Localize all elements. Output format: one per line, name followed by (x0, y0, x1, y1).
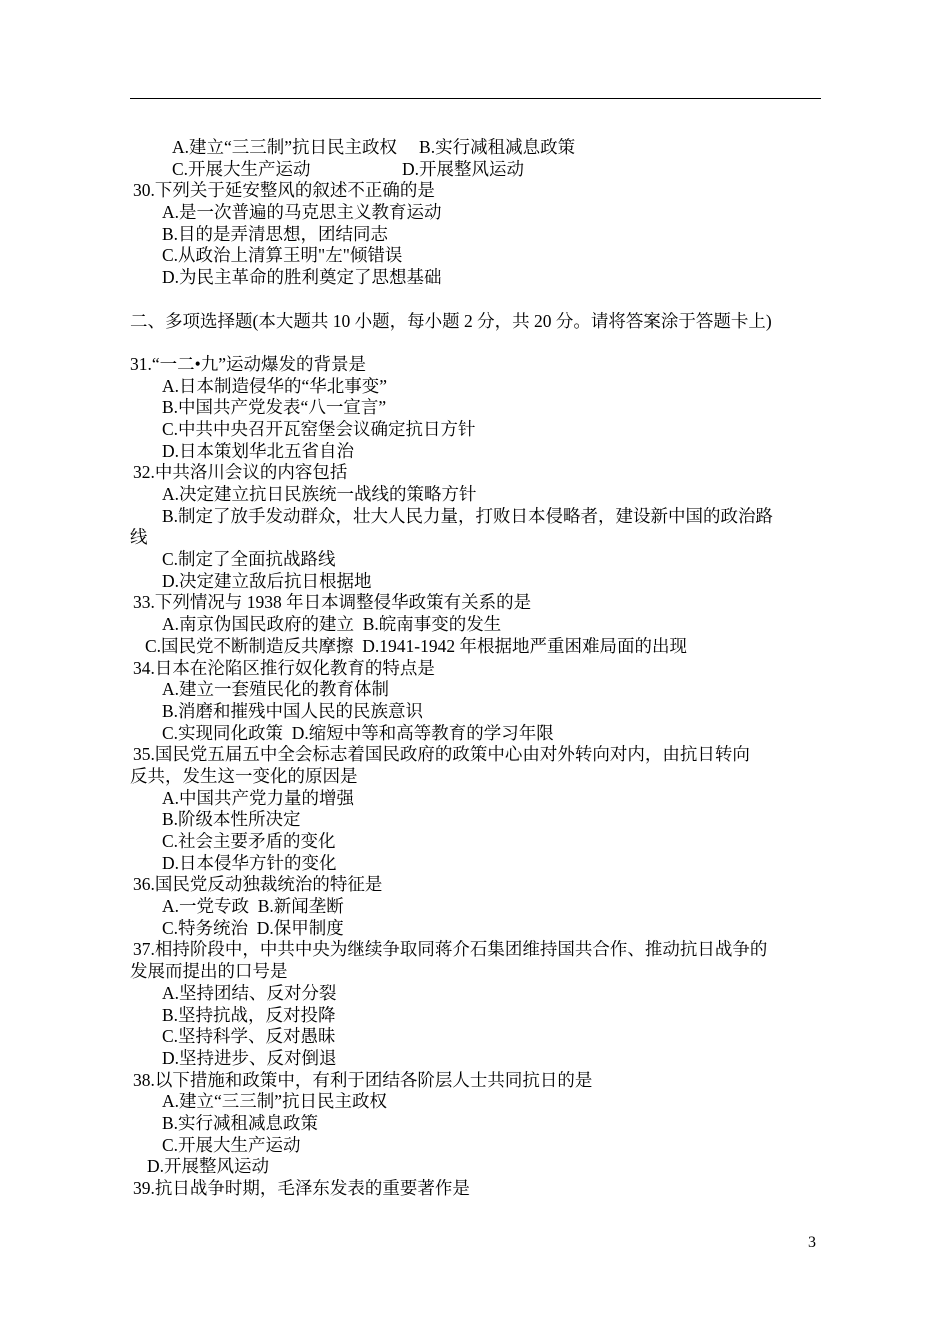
q30-option-b: B.目的是弄清思想，团结同志 (162, 223, 389, 244)
q38-option-c: C.开展大生产运动 (162, 1134, 301, 1155)
q30-option-d: D.为民主革命的胜利奠定了思想基础 (162, 267, 442, 288)
q30-option-c: C.从政治上清算王明"左"倾错误 (162, 245, 403, 266)
q35-option-d: D.日本侵华方针的变化 (162, 852, 337, 873)
q32-option-b-continued: 线 (130, 527, 148, 548)
q32-option-c: C.制定了全面抗战路线 (162, 549, 336, 570)
q36-stem: 36.国民党反动独裁统治的特征是 (133, 874, 383, 895)
q37-stem-continued: 发展而提出的口号是 (130, 961, 288, 982)
q35-stem-continued: 反共，发生这一变化的原因是 (130, 765, 358, 786)
q37-option-a: A.坚持团结、反对分裂 (162, 982, 337, 1003)
q31-option-d: D.日本策划华北五省自治 (162, 440, 355, 461)
q35-option-c: C.社会主要矛盾的变化 (162, 831, 336, 851)
q32-option-b: B.制定了放手发动群众，壮大人民力量，打败日本侵略者，建设新中国的政治路 (162, 505, 774, 526)
q29-option-b: B.实行减租减息政策 (419, 137, 576, 157)
q36-options-cd: C.特务统治 D.保甲制度 (162, 917, 344, 938)
q35-option-b: B.阶级本性所决定 (162, 809, 301, 830)
q33-options-cd: C.国民党不断制造反共摩擦 D.1941-1942 年根据地严重困难局面的出现 (145, 635, 688, 656)
q33-stem: 33.下列情况与 1938 年日本调整侵华政策有关系的是 (133, 592, 532, 613)
q36-options-ab: A.一党专政 B.新闻垄断 (162, 896, 344, 917)
page-number: 3 (808, 1234, 816, 1251)
q37-option-c: C.坚持科学、反对愚昧 (162, 1026, 336, 1047)
q34-option-b: B.消磨和摧残中国人民的民族意识 (162, 700, 424, 721)
q35-stem: 35.国民党五届五中全会标志着国民政府的政策中心由对外转向对内，由抗日转向 (133, 744, 750, 765)
q29-option-d: D.开展整风运动 (402, 158, 525, 179)
q35-option-a: A.中国共产党力量的增强 (162, 787, 355, 808)
q31-option-c: C.中共中央召开瓦窑堡会议确定抗日方针 (162, 418, 476, 439)
q32-option-d: D.决定建立敌后抗日根据地 (162, 570, 372, 591)
q31-option-a: A.日本制造侵华的“华北事变” (162, 375, 388, 396)
q29-option-a: A.建立“三三制”抗日民主政权 (172, 137, 398, 157)
q38-stem: 38.以下措施和政策中，有利于团结各阶层人士共同抗日的是 (133, 1069, 593, 1090)
q38-option-b: B.实行减租减息政策 (162, 1112, 319, 1133)
q34-option-a: A.建立一套殖民化的教育体制 (162, 679, 390, 700)
q33-options-ab: A.南京伪国民政府的建立 B.皖南事变的发生 (162, 614, 502, 635)
q30-stem: 30.下列关于延安整风的叙述不正确的是 (133, 180, 435, 201)
q29-options-cd (130, 159, 830, 181)
q34-stem: 34.日本在沦陷区推行奴化教育的特点是 (133, 657, 435, 678)
q31-stem: 31.“一二•九”运动爆发的背景是 (130, 353, 367, 374)
q29-options-ab (130, 137, 830, 159)
q38-option-d: D.开展整风运动 (147, 1156, 270, 1177)
spacer (130, 332, 830, 354)
q29-option-c: C.开展大生产运动 (172, 158, 311, 179)
q30-option-a: A.是一次普遍的马克思主义教育运动 (162, 202, 442, 223)
q37-stem: 37.相持阶段中，中共中央为继续争取同蒋介石集团维持国共合作、推动抗日战争的 (133, 939, 768, 960)
q32-stem: 32.中共洛川会议的内容包括 (133, 462, 348, 483)
header-rule (130, 98, 821, 99)
section-2-heading: 二、多项选择题(本大题共 10 小题，每小题 2 分，共 20 分。请将答案涂于答题卡上) (130, 310, 772, 331)
q39-stem: 39.抗日战争时期，毛泽东发表的重要著作是 (133, 1178, 470, 1198)
q34-options-cd: C.实现同化政策 D.缩短中等和高等教育的学习年限 (162, 722, 554, 743)
spacer (130, 289, 830, 311)
q31-option-b: B.中国共产党发表“八一宣言” (162, 397, 387, 418)
q38-option-a: A.建立“三三制”抗日民主政权 (162, 1091, 388, 1112)
q37-option-d: D.坚持进步、反对倒退 (162, 1047, 337, 1068)
q32-option-a: A.决定建立抗日民族统一战线的策略方针 (162, 484, 477, 504)
exam-page-content (130, 137, 830, 1200)
q37-option-b: B.坚持抗战，反对投降 (162, 1004, 336, 1025)
